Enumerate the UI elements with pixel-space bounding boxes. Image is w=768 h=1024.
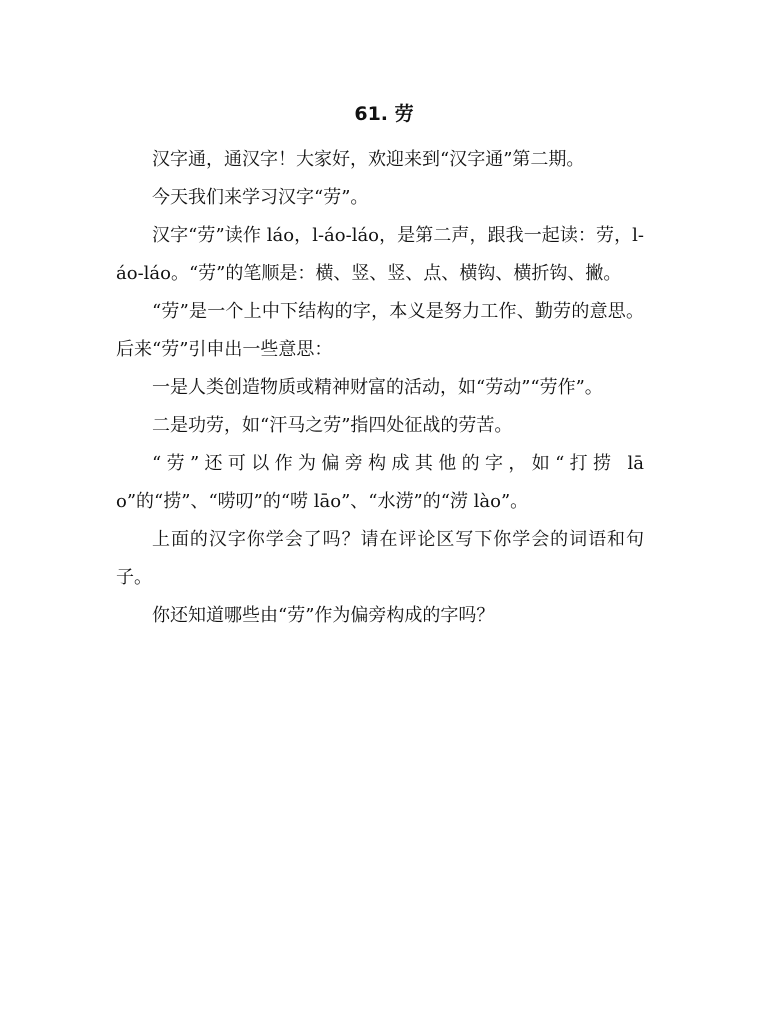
paragraph-meaning-one: 一是人类创造物质或精神财富的活动，如“劳动”“劳作”。 — [152, 377, 603, 398]
paragraph-meaning: “劳”是一个上中下结构的字，本义是努力工作、勤劳的意思。后来“劳”引申出一些意思： — [116, 301, 644, 360]
document-body — [116, 141, 644, 635]
paragraph-radical: “劳”还可以作为偏旁构成其他的字，如“打捞 lāo”的“捞”、“唠叨”的“唠 lāo”、“水涝”的“涝 lào”。 — [116, 453, 644, 512]
paragraph-closing: 你还知道哪些由“劳”作为偏旁构成的字吗？ — [152, 605, 495, 626]
paragraph-pronunciation: 汉字“劳”读作 láo，l-áo-láo，是第二声，跟我一起读：劳，l-áo-láo。“劳”的笔顺是：横、竖、竖、点、横钩、横折钩、撇。 — [116, 225, 644, 284]
paragraph-intro: 今天我们来学习汉字“劳”。 — [152, 187, 369, 208]
document-title: 61. 劳 — [354, 103, 414, 125]
paragraph-meaning-two: 二是功劳，如“汗马之劳”指四处征战的劳苦。 — [152, 415, 513, 436]
paragraph-greeting: 汉字通，通汉字！大家好，欢迎来到“汉字通”第二期。 — [152, 149, 585, 170]
paragraph-question: 上面的汉字你学会了吗？请在评论区写下你学会的词语和句子。 — [116, 529, 644, 588]
